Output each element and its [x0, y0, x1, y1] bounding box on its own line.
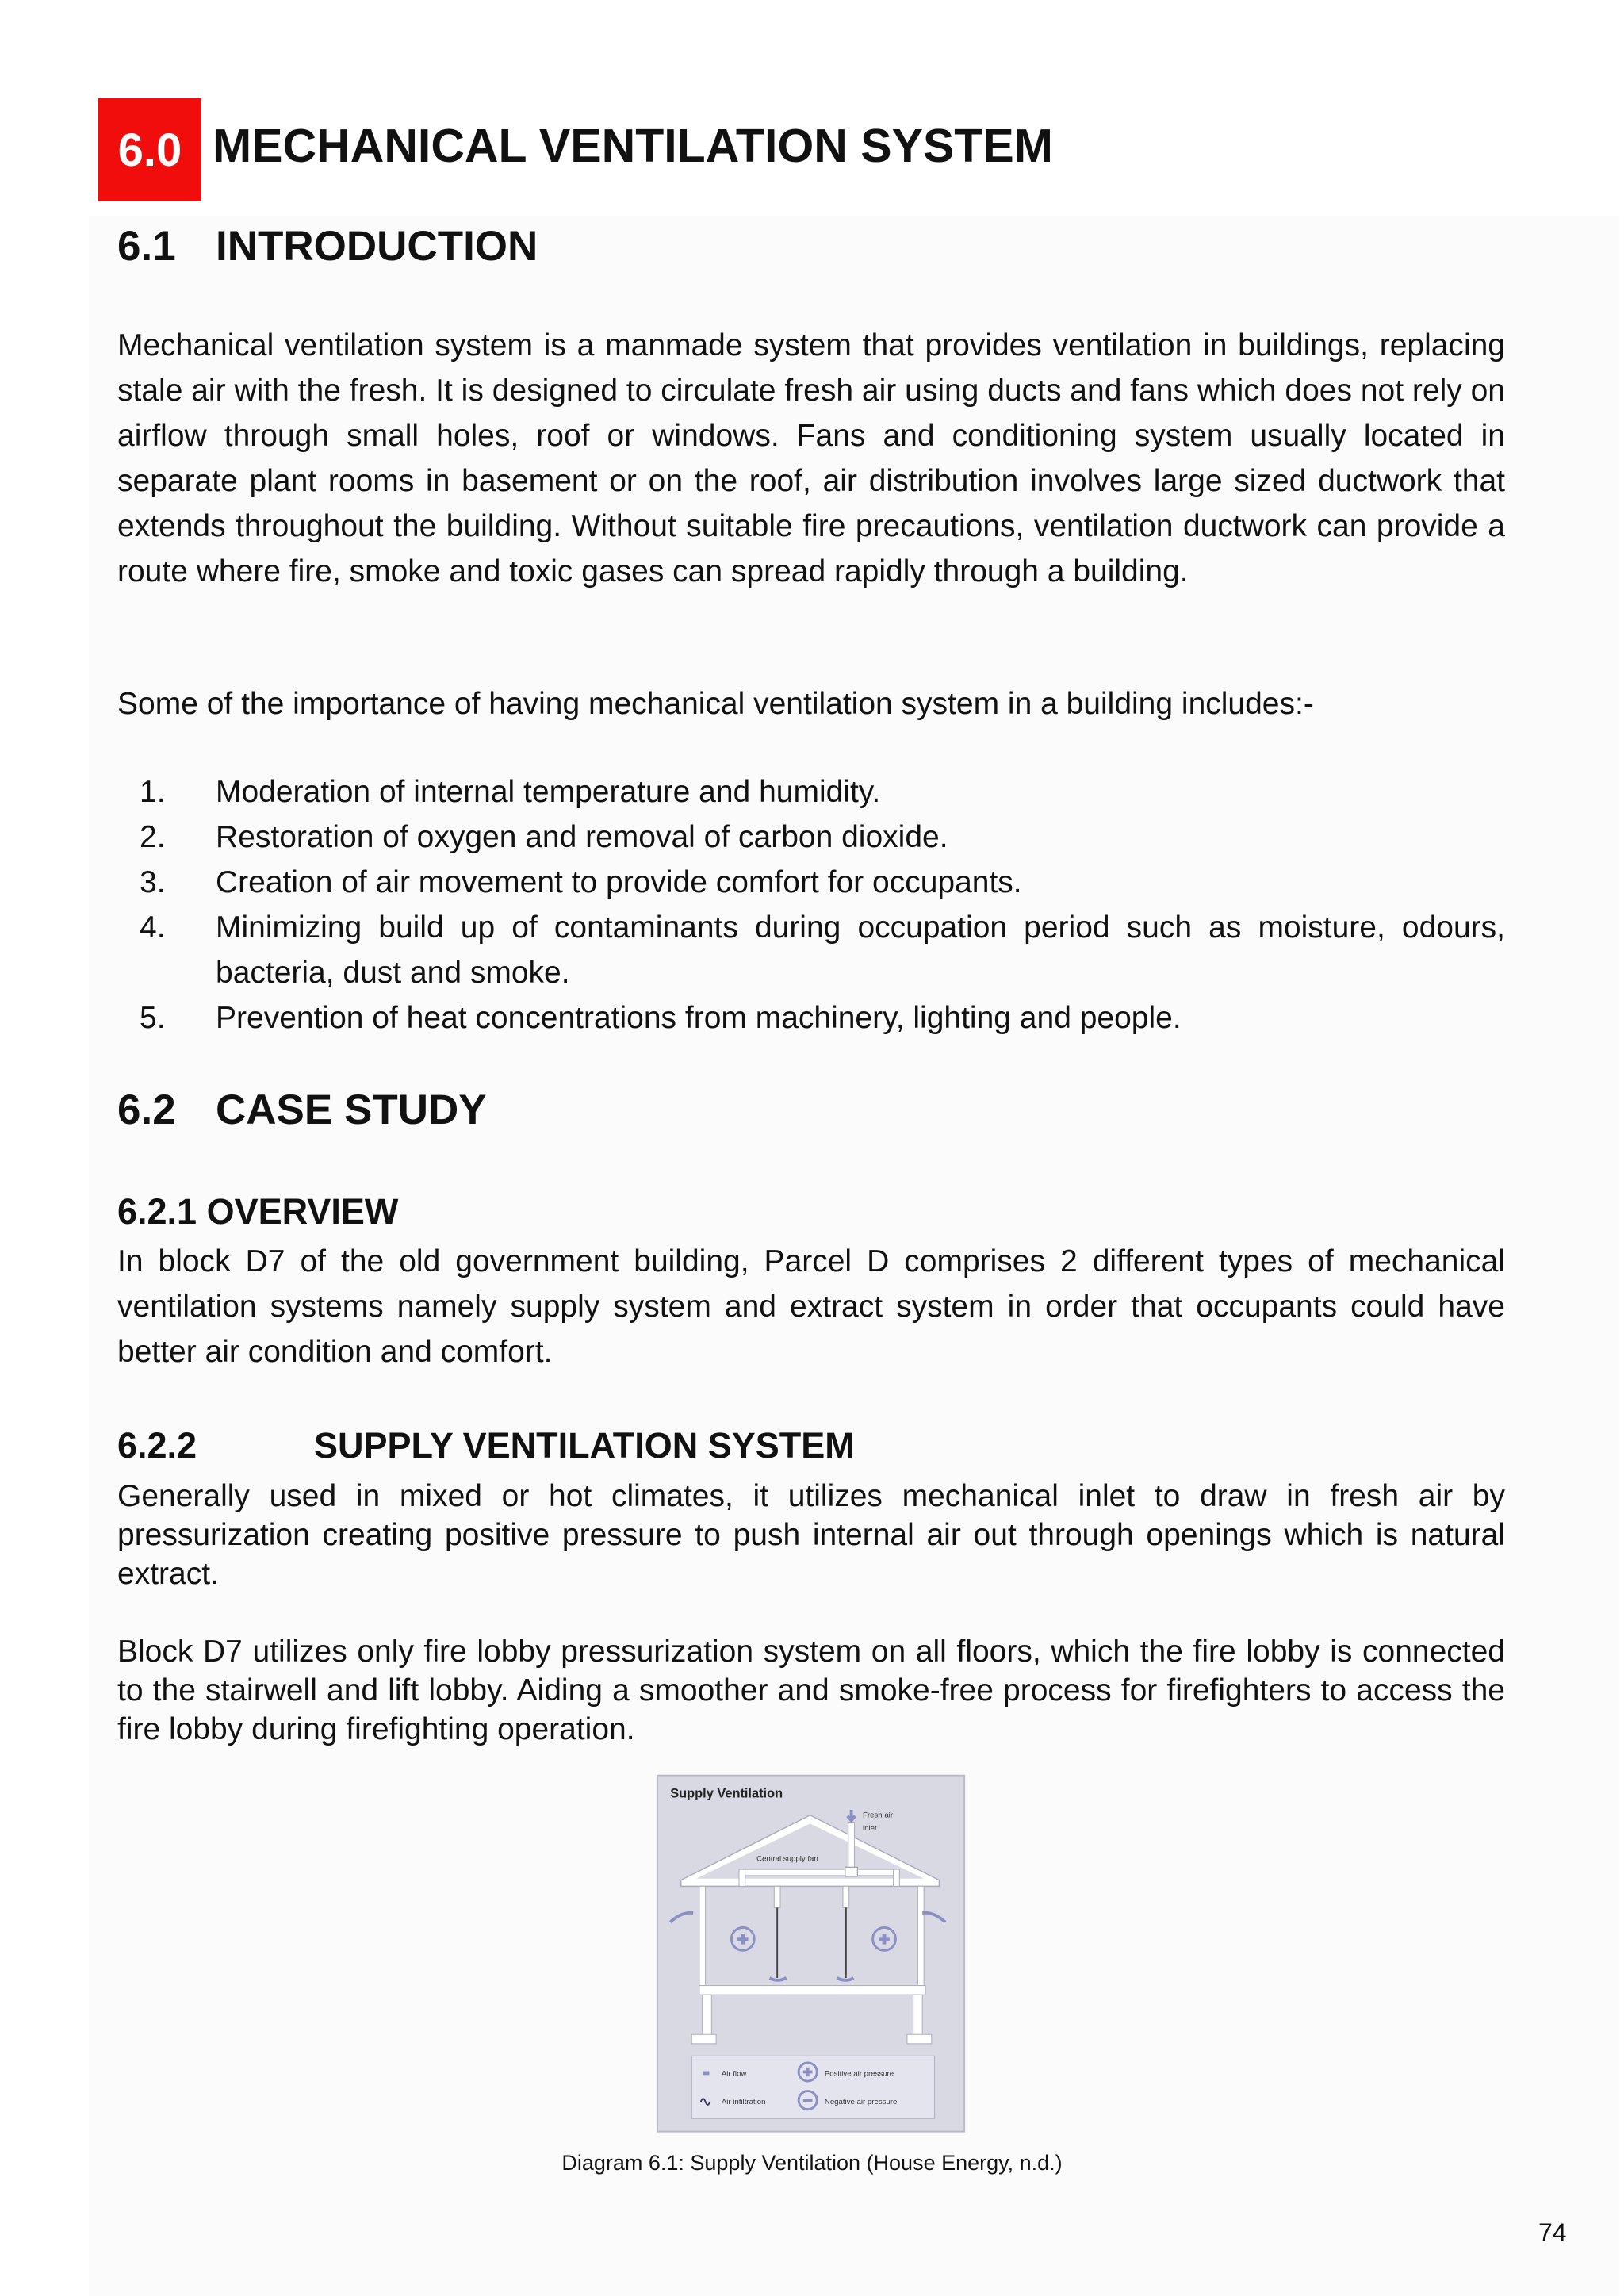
section-title: INTRODUCTION [216, 223, 538, 270]
list-item [117, 769, 1505, 815]
list-number: 4. [140, 910, 166, 945]
list-item [117, 995, 1505, 1041]
list-text: Moderation of internal temperature and humidity. [216, 775, 881, 809]
list-item [117, 860, 1505, 905]
section-heading-6-2 [117, 1086, 487, 1134]
intro-paragraph: Mechanical ventilation system is a manmade system that provides ventilation in buildings, replacing stale air with the fresh. It is designed to circulate fresh air using ducts and fans which does not rely on airflow through small holes, roof or windows. Fans and conditioning system usually located in separate plant rooms in basement or on the roof, air distribution involves large sized ductwork that extends throughout the building. Without suitable fire precautions, ventilation ductwork can provide a route where fire, smoke and toxic gases can spread rapidly through a building. [117, 328, 1505, 588]
subsection-title: SUPPLY VENTILATION SYSTEM [314, 1425, 855, 1466]
chapter-number: 6.0 [98, 98, 201, 201]
importance-lead: Some of the importance of having mechanical ventilation system in a building includes:- [117, 687, 1314, 721]
fresh-air-label: Fresh air [863, 1811, 894, 1820]
list-text: Minimizing build up of contaminants during occupation period such as moisture, odours, bacteria, dust and smoke. [216, 910, 1505, 990]
list-text: Creation of air movement to provide comfort for occupants. [216, 865, 1022, 899]
legend-air-infiltration: Air infiltration [721, 2097, 766, 2106]
list-item [117, 815, 1505, 860]
diagram-caption: Diagram 6.1: Supply Ventilation (House Energy, n.d.) [561, 2151, 1063, 2175]
list-number: 2. [140, 820, 166, 854]
overview-heading: 6.2.1 OVERVIEW [117, 1191, 399, 1232]
section-heading-6-1 [117, 222, 538, 270]
overview-paragraph: In block D7 of the old government building, Parcel D comprises 2 different types of mechanical ventilation systems namely supply system and extract system in order that occupants could have better air condition and comfort. [117, 1244, 1505, 1369]
supply-ventilation-diagram [655, 1773, 968, 2141]
supply-paragraph-2: Block D7 utilizes only fire lobby pressurization system on all floors, which the fire lobby is connected to the stairwell and lift lobby. Aiding a smoother and smoke-free process for firefighters to access the fire lobby during firefighting operation. [117, 1635, 1505, 1746]
legend-positive-pressure: Positive air pressure [824, 2069, 894, 2079]
list-number: 3. [140, 865, 166, 899]
list-number: 5. [140, 1001, 166, 1035]
chapter-title: MECHANICAL VENTILATION SYSTEM [213, 120, 1053, 172]
section-title: CASE STUDY [216, 1087, 487, 1133]
subsection-number: 6.2.2 [117, 1425, 197, 1466]
list-text: Restoration of oxygen and removal of carbon dioxide. [216, 820, 948, 854]
fan-label: Central supply fan [756, 1854, 818, 1864]
list-item [117, 905, 1505, 995]
list-text: Prevention of heat concentrations from machinery, lighting and people. [216, 1001, 1182, 1035]
section-number: 6.1 [117, 223, 176, 270]
diagram-title: Supply Ventilation [670, 1786, 783, 1801]
importance-list [117, 769, 1505, 1041]
list-number: 1. [140, 775, 166, 809]
page-number: 74 [1538, 2218, 1567, 2247]
supply-heading [117, 1425, 855, 1466]
section-number: 6.2 [117, 1087, 176, 1133]
legend-negative-pressure: Negative air pressure [824, 2097, 898, 2106]
fresh-air-label-2: inlet [863, 1824, 877, 1834]
supply-paragraph-1: Generally used in mixed or hot climates, it utilizes mechanical inlet to draw in fresh air by pressurization creating positive pressure to push internal air out through openings which is natural extract. [117, 1479, 1505, 1591]
legend-air-flow: Air flow [721, 2069, 747, 2079]
